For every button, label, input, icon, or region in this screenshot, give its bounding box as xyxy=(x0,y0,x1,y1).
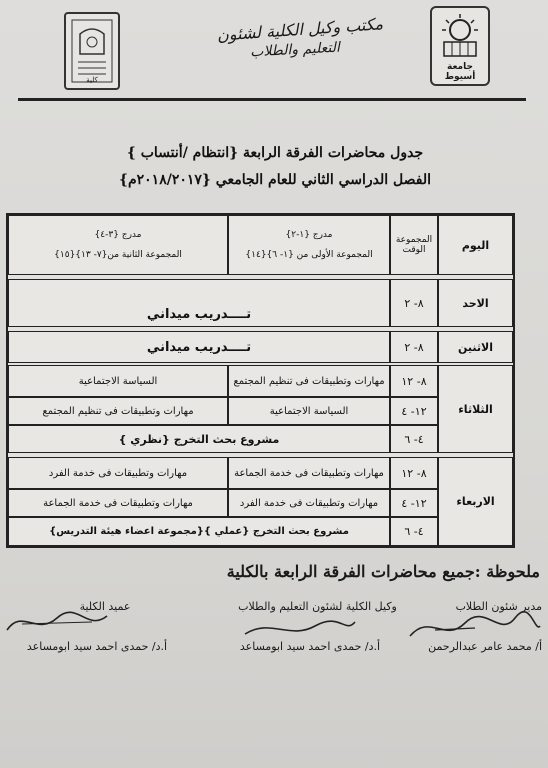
time-tuesday-1: ٨- ١٢ xyxy=(390,365,438,397)
hall1-label: مدرج {١-٢} xyxy=(285,230,333,240)
schedule-title: جدول محاضرات الفرقة الرابعة {انتظام /أنتساب } xyxy=(126,145,424,161)
tuesday-r3: مشروع بحث التخرج {نظري } xyxy=(8,425,390,453)
wednesday-r2-hall1: مهارات وتطبيقات فى خدمة الفرد xyxy=(228,489,390,517)
head-time: الوقت xyxy=(402,245,426,255)
office-line-1: مكتب وكيل الكلية لشئون xyxy=(216,14,384,45)
tuesday-r1-hall1: مهارات وتطبيقات فى تنظيم المجتمع xyxy=(228,365,390,397)
signature-scribble-2 xyxy=(240,614,360,644)
schedule-table xyxy=(6,213,515,548)
tuesday-r2-hall1: السياسة الاجتماعية xyxy=(228,397,390,425)
time-wednesday-1: ٨- ١٢ xyxy=(390,457,438,489)
wednesday-r1-hall1: مهارات وتطبيقات فى خدمة الجماعة xyxy=(228,457,390,489)
logo-right-label: جامعة أسيوط xyxy=(444,62,476,82)
time-tuesday-2: ١٢- ٤ xyxy=(390,397,438,425)
tuesday-r2-hall2: مهارات وتطبيقات فى تنظيم المجتمع xyxy=(8,397,228,425)
hall2-header xyxy=(8,215,228,275)
tuesday-r1-hall2: السياسة الاجتماعية xyxy=(8,365,228,397)
signature-scribble-1 xyxy=(405,608,545,648)
hall1-group: المجموعة الأولى من {١- ٦}{١٤} xyxy=(245,250,373,260)
sig1-title: مدير شئون الطلاب xyxy=(455,600,542,613)
wednesday-r2-hall2: مهارات وتطبيقات فى خدمة الجماعة xyxy=(8,489,228,517)
header-divider xyxy=(18,98,526,101)
faculty-logo xyxy=(64,12,120,90)
sig3-name: أ.د/ حمدى احمد سيد ابومساعد xyxy=(26,640,168,653)
time-wednesday-3: ٤- ٦ xyxy=(390,517,438,546)
day-monday: الاثنين xyxy=(438,331,513,363)
hall2-group: المجموعة الثانية من{٧- ١٣}{١٥} xyxy=(54,250,182,260)
signature-scribble-3 xyxy=(2,606,112,640)
office-line-2: التعليم والطلاب xyxy=(249,39,341,61)
hall1-header xyxy=(228,215,390,275)
monday-field-training: تــــدريب ميداني xyxy=(8,331,390,363)
footer-note: ملحوظة :جميع محاضرات الفرقة الرابعة بالكلية xyxy=(226,562,540,581)
sig3-title: عميد الكلية xyxy=(79,600,131,613)
logo-left-label: كلية xyxy=(86,76,98,84)
time-sunday: ٨- ٢ xyxy=(390,279,438,327)
wednesday-r1-hall2: مهارات وتطبيقات فى خدمة الفرد xyxy=(8,457,228,489)
hall2-label: مدرج {٣-٤} xyxy=(94,230,142,240)
sig1-name: أ/ محمد عامر عبدالرحمن xyxy=(428,640,542,653)
head-group-time xyxy=(390,215,438,275)
wednesday-r3: مشروع بحث التخرج {عملي }{مجموعة اعضاء هيئة التدريس} xyxy=(8,517,390,546)
day-tuesday: الثلاثاء xyxy=(438,365,513,453)
sig2-title: وكيل الكلية لشئون التعليم والطلاب xyxy=(238,600,397,613)
time-monday: ٨- ٢ xyxy=(390,331,438,363)
semester-title: الفصل الدراسي الثاني للعام الجامعي {٢٠١٨/٢٠١٧م} xyxy=(118,172,432,188)
time-tuesday-3: ٤- ٦ xyxy=(390,425,438,453)
head-group: المجموعة xyxy=(395,235,433,245)
day-wednesday: الاربعاء xyxy=(438,457,513,546)
time-wednesday-2: ١٢- ٤ xyxy=(390,489,438,517)
university-logo xyxy=(430,6,490,86)
head-day: اليوم xyxy=(438,215,513,275)
sig2-name: أ.د/ حمدى احمد سيد ابومساعد xyxy=(239,640,381,653)
sunday-field-training: تــــدريب ميداني xyxy=(8,279,390,327)
day-sunday: الاحد xyxy=(438,279,513,327)
